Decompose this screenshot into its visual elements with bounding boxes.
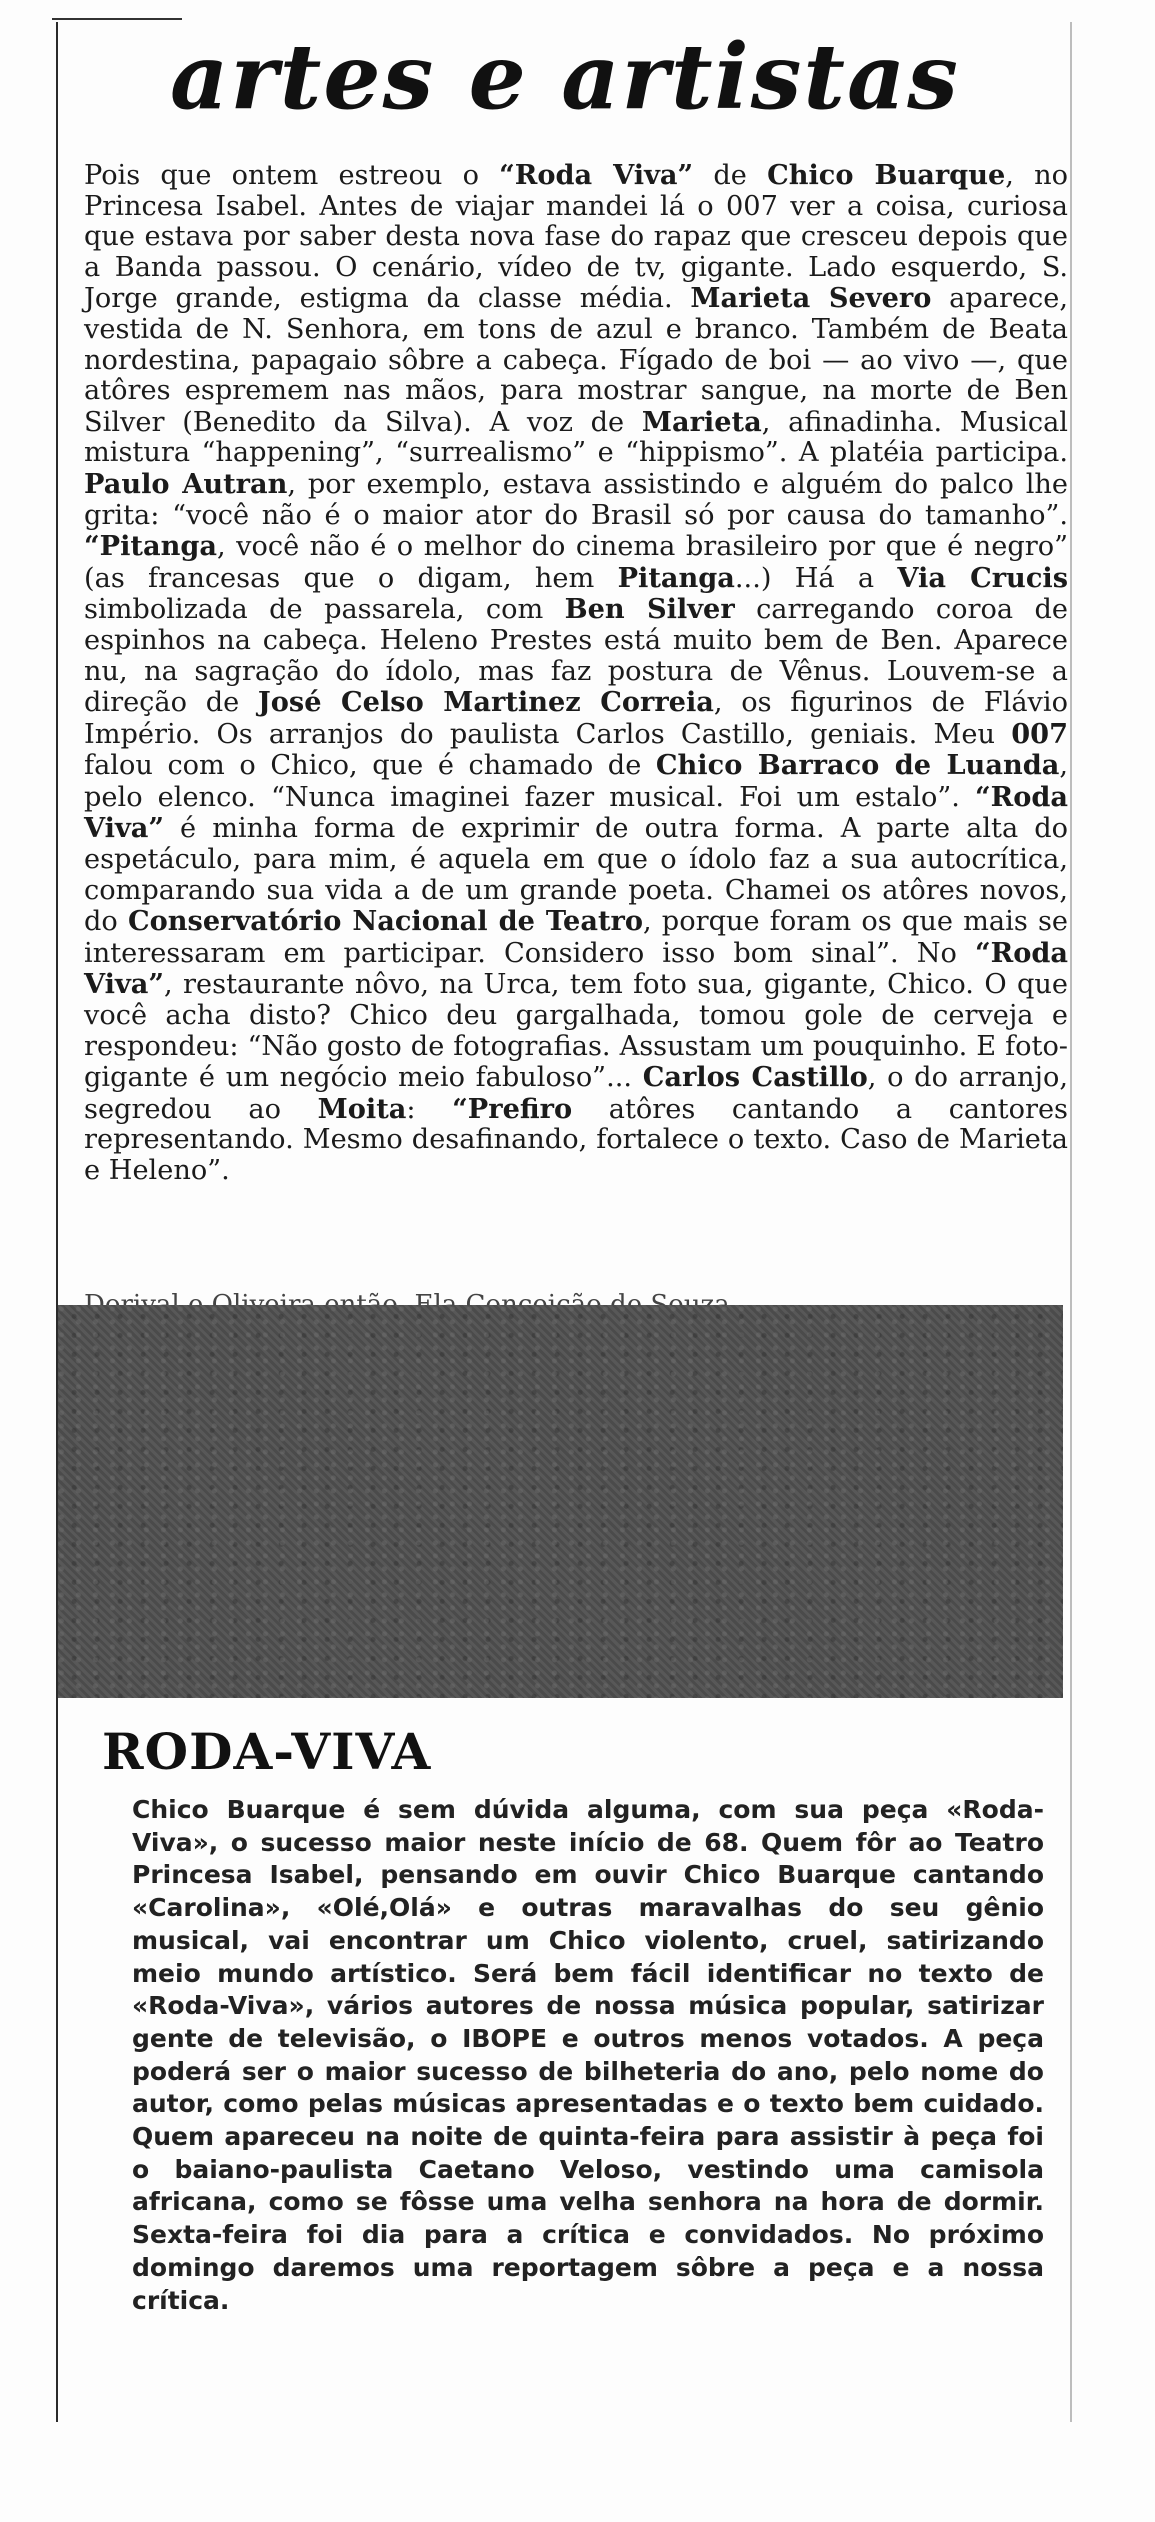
bold-run: “Roda Viva” [84, 780, 1068, 845]
text-run: , você não é o melhor do cinema brasileiro por que é negro” (as francesas que o digam, hem [84, 531, 1068, 594]
article-roda-viva-news [60, 1712, 1065, 2422]
text-run: de [693, 160, 768, 191]
bold-run: Marieta [641, 405, 762, 438]
text-run: é minha forma de exprimir de outra forma. A parte alta do espetáculo, para mim, é aquela em que o ídolo faz a sua autocrítica, comparando sua vida a de um grande poeta. Chamei os atôres novos, do [84, 813, 1068, 938]
photo-placeholder [58, 1305, 1063, 1698]
bold-run: “Roda Viva” [499, 159, 694, 191]
text-run: ...) Há a [734, 562, 898, 594]
article-paragraph: Chico Buarque é sem dúvida alguma, com sua peça «Roda-Viva», o sucesso maior neste início de 68. Quem fôr ao Teatro Princesa Isabel, pensando em ouvir Chico Buarque cantando «Carolina», «Olé,Olá» e outras maravalhas do seu gênio musical, vai encontrar um Chico violento, cruel, satirizando meio mundo artístico. Será bem fácil identificar no texto de «Roda-Viva», vários autores de nossa música popular, satirizar gente de televisão, o IBOPE e outros menos votados. A peça poderá ser o maior sucesso de bilheteria do ano, pelo nome do autor, como pelas músicas apresentadas e o texto bem cuidado. Quem apareceu na noite de quinta-feira para assistir à peça foi o baiano-paulista Caetano Veloso, vestindo uma camisola africana, como se fôsse uma velha senhora na hora de dormir. Sexta-feira foi dia para a crítica e convidados. No próximo domingo daremos uma reportagem sôbre a peça e a nossa crítica. [132, 1795, 1044, 2315]
text-run: falou com o Chico, que é chamado de [84, 750, 656, 782]
bold-run: José Celso Martinez Correia [257, 686, 714, 719]
text-run: carregando coroa de espinhos na cabeça. Heleno Prestes está muito bem de Ben. Aparece nu, na sagração do ídolo, mas faz postura de Vênus. Louvem-se a direção de [84, 594, 1068, 719]
bold-run: Conservatório Nacional de Teatro [127, 905, 643, 938]
bold-run: “Roda Viva” [84, 936, 1068, 1001]
text-run: Pois que ontem estreou o [84, 160, 500, 191]
text-run: , o do arranjo, segredou ao [84, 1062, 1068, 1125]
text-run: , restaurante nôvo, na Urca, tem foto sua, gigante, Chico. O que você acha disto? Chico deu gargalhada, tomou gole de cerveja e respondeu: “Não gosto de fotografias. Assustam um pouquinho. E foto-gigante é um negócio meio fabuloso”... [84, 969, 1068, 1094]
bold-run: “Prefiro [452, 1092, 573, 1125]
bold-run: Chico Buarque [767, 159, 1006, 191]
bold-run: Pitanga [617, 561, 735, 594]
text-run: simbolizada de passarela, com [84, 594, 565, 626]
bold-run: Moita [317, 1092, 407, 1125]
bold-run: “Pitanga [84, 530, 217, 563]
text-run: , pelo elenco. “Nunca imaginei fazer musical. Foi um estalo”. [84, 750, 1068, 813]
text-run: aparece, vestida de N. Senhora, em tons de azul e branco. Também de Beata nordestina, papagaio sôbre a cabeça. Fígado de boi — ao vivo —, que atôres espremem nas mãos, para mostrar sangue, na morte de Ben Silver (Benedito da Silva). A voz de [84, 283, 1068, 438]
cut-off-line [84, 1290, 1064, 1304]
text-run: , porque foram os que mais se interessaram em participar. Considero isso bom sinal”. No [84, 906, 1069, 969]
top-rule [52, 18, 182, 20]
masthead: artes e artistas [170, 24, 960, 130]
text-run: , no Princesa Isabel. Antes de viajar mandei lá o 007 ver a coisa, curiosa que estava por saber desta nova fase do rapaz que cresceu depois que a Banda passou. O cenário, vídeo de tv, gigante. Lado esquerdo, S. Jorge grande, estigma da classe média. [84, 160, 1068, 315]
bold-run: Paulo Autran [84, 467, 288, 500]
bold-run: Via Crucis [897, 561, 1069, 594]
text-run: , afinadinha. Musical mistura “happening”, “surrealismo” e “hippismo”. A platéia participa. [84, 406, 1068, 469]
bold-run: Ben Silver [564, 593, 735, 626]
bold-run: 007 [1011, 717, 1068, 750]
article-paragraph [84, 160, 1068, 1187]
bold-run: Carlos Castillo [642, 1061, 868, 1094]
article-roda-viva-review [84, 160, 1068, 1187]
bold-run: Chico Barraco de Luanda [655, 749, 1060, 782]
text-run: , por exemplo, estava assistindo e alguém do palco lhe grita: “você não é o maior ator do Brasil só por causa do tamanho”. [84, 468, 1068, 531]
article-body [132, 1794, 1044, 2317]
text-run: atôres cantando a cantores representando. Mesmo desafinando, fortalece o texto. Caso de Marieta e Heleno”. [84, 1093, 1068, 1186]
article-headline: RODA-VIVA [102, 1722, 432, 1781]
bold-run: Marieta Severo [690, 282, 932, 315]
text-run: : [406, 1093, 453, 1125]
text-run: , os figurinos de Flávio Império. Os arranjos do paulista Carlos Castillo, geniais. Meu [84, 687, 1068, 750]
